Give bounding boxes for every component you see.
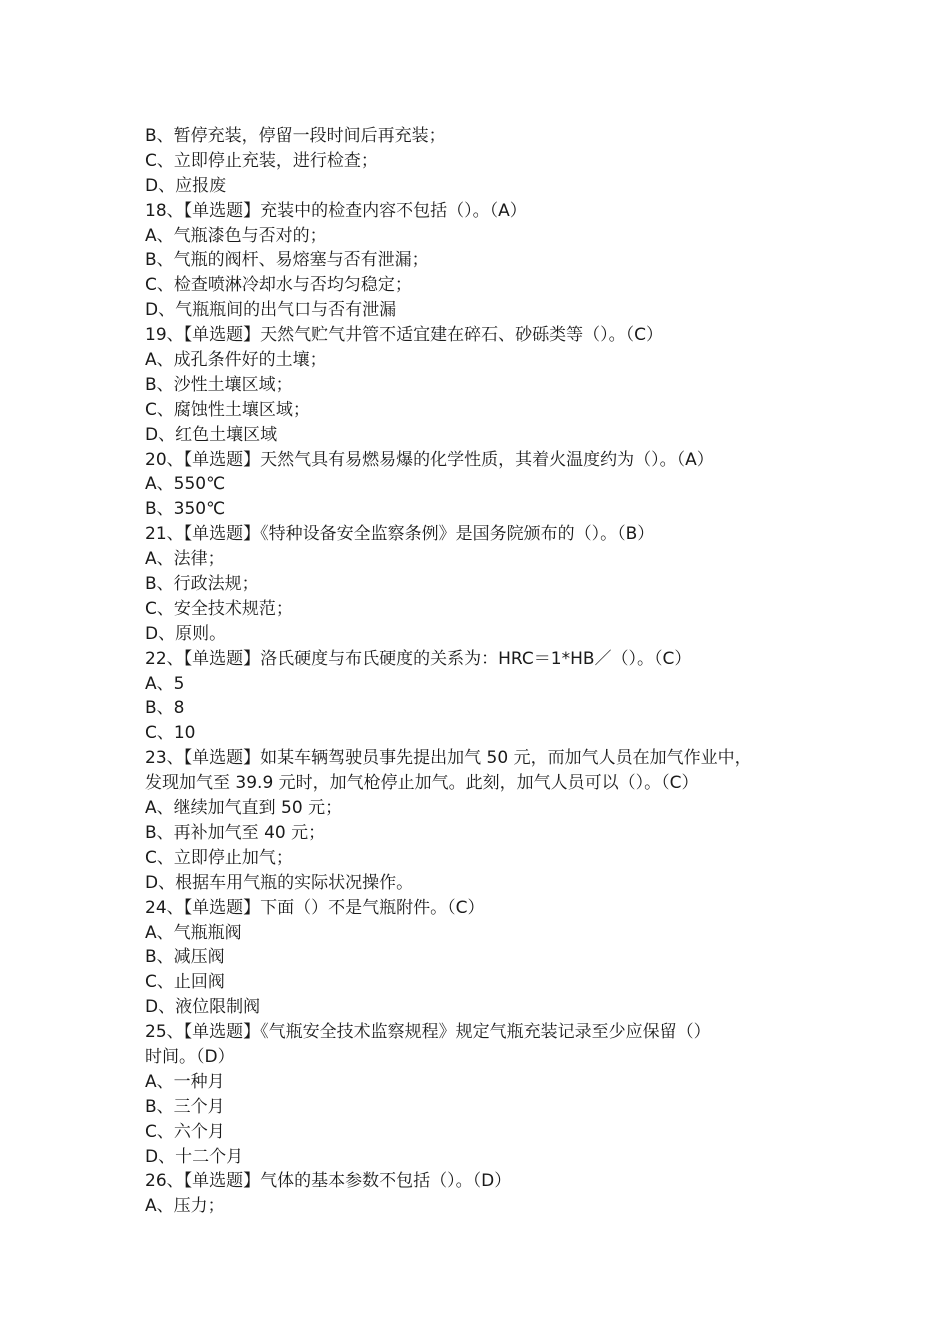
text-line: C、腐蚀性土壤区域； xyxy=(145,399,310,420)
text-line: A、5 xyxy=(145,673,185,694)
question-18: 18、【单选题】充装中的检查内容不包括（）。（A） xyxy=(145,200,527,221)
question-26: 26、【单选题】气体的基本参数不包括（）。（D） xyxy=(145,1171,512,1192)
text-line: A、成孔条件好的土壤； xyxy=(145,350,327,371)
text-line: A、气瓶漆色与否对的； xyxy=(145,225,327,246)
text-line: B、三个月 xyxy=(145,1096,225,1117)
document-body xyxy=(145,124,835,1219)
text-line: D、气瓶瓶间的出气口与否有泄漏 xyxy=(145,300,397,321)
text-line: B、行政法规； xyxy=(145,574,259,595)
text-line: 时间。（D） xyxy=(145,1046,235,1067)
question-20: 20、【单选题】天然气具有易燃易爆的化学性质，其着火温度约为（）。（A） xyxy=(145,449,714,470)
text-line: B、暂停充装，停留一段时间后再充装； xyxy=(145,126,446,146)
text-line: A、气瓶瓶阀 xyxy=(145,922,242,943)
text-line: A、法律； xyxy=(145,549,225,570)
question-19: 19、【单选题】天然气贮气井管不适宜建在碎石、砂砾类等（）。（C） xyxy=(145,325,664,346)
text-line: B、再补加气至 40 元； xyxy=(145,822,326,843)
text-line: B、减压阀 xyxy=(145,947,225,968)
text-line: A、继续加气直到 50 元； xyxy=(145,798,343,819)
text-line: D、应报废 xyxy=(145,175,227,196)
text-line: A、550℃ xyxy=(145,474,226,495)
question-25: 25、【单选题】《气瓶安全技术监察规程》规定气瓶充装记录至少应保留（） xyxy=(145,1022,711,1043)
text-line: D、液位限制阀 xyxy=(145,997,261,1018)
text-line: D、十二个月 xyxy=(145,1146,244,1167)
question-21: 21、【单选题】《特种设备安全监察条例》是国务院颁布的（）。（B） xyxy=(145,524,655,545)
text-line: C、止回阀 xyxy=(145,972,225,993)
text-line: D、红色土壤区域 xyxy=(145,424,278,445)
text-line: C、立即停止加气； xyxy=(145,847,293,868)
text-line: C、六个月 xyxy=(145,1121,225,1142)
text-line: 发现加气至 39.9 元时，加气枪停止加气。此刻，加气人员可以（）。（C） xyxy=(145,773,699,794)
text-line: A、压力； xyxy=(145,1196,225,1217)
question-23: 23、【单选题】如某车辆驾驶员事先提出加气 50 元，而加气人员在加气作业中， xyxy=(145,748,752,769)
text-line: A、一种月 xyxy=(145,1071,225,1092)
text-line: B、气瓶的阀杆、易熔塞与否有泄漏； xyxy=(145,250,429,271)
text-line: D、原则。 xyxy=(145,623,227,644)
text-line: C、检查喷淋冷却水与否均匀稳定； xyxy=(145,275,412,296)
text-line: B、8 xyxy=(145,698,185,719)
text-line: C、安全技术规范； xyxy=(145,598,293,619)
text-line: C、10 xyxy=(145,723,196,744)
question-22: 22、【单选题】洛氏硬度与布氏硬度的关系为：HRC＝1*HB／（）。（C） xyxy=(145,648,692,669)
text-line: D、根据车用气瓶的实际状况操作。 xyxy=(145,872,414,893)
question-24: 24、【单选题】下面（）不是气瓶附件。（C） xyxy=(145,897,485,918)
text-line: B、350℃ xyxy=(145,499,226,520)
text-line: B、沙性土壤区域； xyxy=(145,374,293,395)
text-line: C、立即停止充装，进行检查； xyxy=(145,150,378,171)
